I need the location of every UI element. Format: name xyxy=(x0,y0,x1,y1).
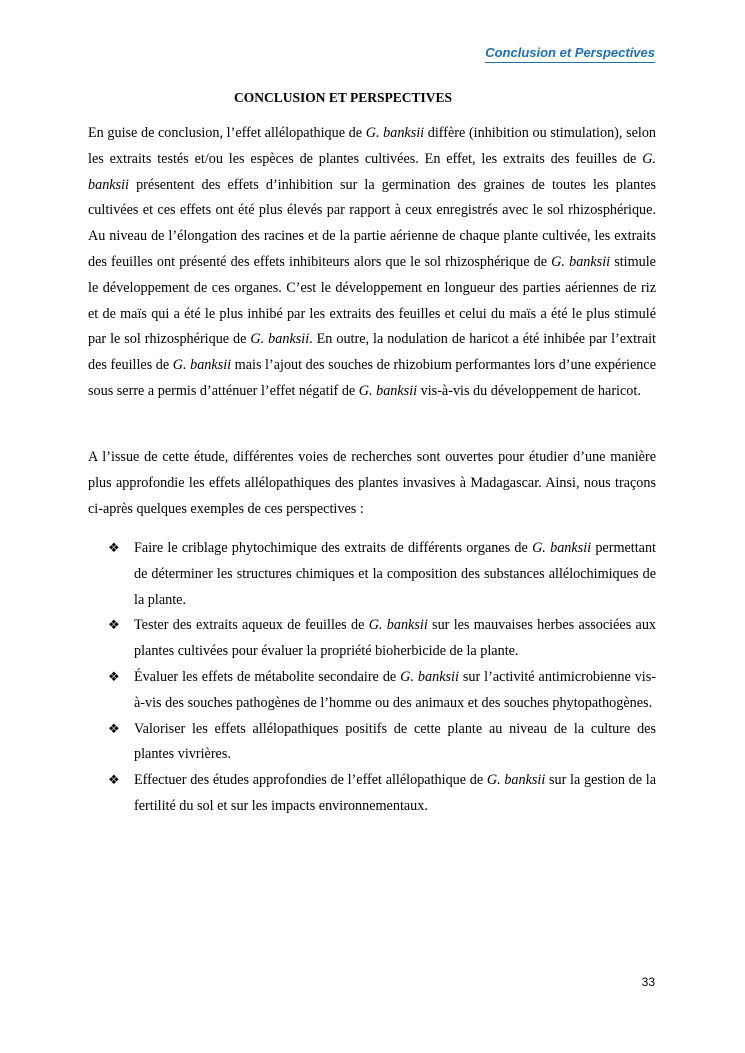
text-segment: diffère (inhibition ou stimulation), selon les extraits testés et/ou les espèces de plantes cultivées. En effet, les extraits des feuilles de xyxy=(88,125,657,167)
species-name: G. banksii xyxy=(486,772,546,789)
list-item xyxy=(108,717,656,769)
text-segment: Évaluer les effets de métabolite secondaire de xyxy=(134,668,401,685)
species-name: G. banksii xyxy=(551,253,611,270)
species-name: G. banksii xyxy=(250,331,310,348)
text-segment: sur la gestion de la fertilité du sol et sur les impacts environnementaux. xyxy=(134,772,656,814)
species-name: G. banksii xyxy=(368,617,428,634)
diamond-bullet-icon: ❖ xyxy=(108,618,120,634)
diamond-bullet-icon: ❖ xyxy=(108,541,120,556)
diamond-bullet-icon: ❖ xyxy=(108,721,120,737)
text-segment: En guise de conclusion, l’effet allélopathique de xyxy=(88,125,366,141)
list-item xyxy=(108,665,656,717)
diamond-bullet-icon: ❖ xyxy=(108,669,120,685)
species-name: G. banksii xyxy=(358,382,418,399)
text-segment: Effectuer des études approfondies de l’effet allélopathique de xyxy=(134,772,487,789)
species-name: G. banksii xyxy=(172,357,232,374)
text-segment: présentent des effets d’inhibition sur la germination des graines de toutes les plantes cultivées et ces effets ont été plus élevés par rapport à ceux enregistrés avec le sol rhizosphérique. Au niveau de l’élongation des racines et de la partie aérienne de chaque plante cultivée, les extraits des feuilles ont présenté des effets inhibiteurs alors que le sol rhizosphérique de xyxy=(88,176,656,270)
perspectives-intro-paragraph xyxy=(88,445,656,522)
section-title: CONCLUSION ET PERSPECTIVES xyxy=(233,90,453,105)
species-name: G. banksii xyxy=(88,150,656,193)
text-segment: sur les mauvaises herbes associées aux plantes cultivées pour évaluer la propriété bioherbicide de la plante. xyxy=(134,617,657,660)
species-name: G. banksii xyxy=(400,668,459,685)
text-segment: Faire le criblage phytochimique des extraits de différents organes de xyxy=(134,540,533,556)
text-segment: . En outre, la nodulation de haricot a été inhibée par l’extrait des feuilles de xyxy=(88,331,656,374)
running-header: Conclusion et Perspectives xyxy=(485,45,655,63)
text-segment: vis-à-vis du développement de haricot. xyxy=(417,382,641,399)
text-segment: sur l’activité antimicrobienne vis-à-vis des souches pathogènes de l’homme ou des animaux et des souches phytopathogènes. xyxy=(134,668,656,711)
text-segment: permettant de déterminer les structures chimiques et la composition des substances allélochimiques de la plante. xyxy=(134,540,657,608)
list-item xyxy=(108,768,656,820)
text-segment: mais l’ajout des souches de rhizobium performantes lors d’une expérience sous serre a permis d’atténuer l’effet négatif de xyxy=(88,357,656,399)
species-name: G. banksii xyxy=(365,125,425,141)
list-item xyxy=(108,613,656,665)
page-number: 33 xyxy=(641,975,655,989)
list-item xyxy=(108,536,656,613)
species-name: G. banksii xyxy=(532,540,592,556)
text-segment: A l’issue de cette étude, différentes voies de recherches sont ouvertes pour étudier d’une manière plus approfondie les effets allélopathiques des plantes invasives à Madagascar. Ainsi, nous traçons ci-après quelques exemples de ces perspectives : xyxy=(88,449,656,517)
text-segment: Valoriser les effets allélopathiques positifs de cette plante au niveau de la culture des plantes vivrières. xyxy=(134,720,656,763)
text-segment: stimule le développement de ces organes. C’est le développement en longueur des parties aériennes de riz et de maïs qui a été le plus inhibé par les extraits des feuilles et celui du maïs a été le plus stimulé par le sol rhizosphérique de xyxy=(88,253,656,348)
conclusion-paragraph xyxy=(88,121,656,405)
perspectives-list xyxy=(108,536,656,820)
text-segment: Tester des extraits aqueux de feuilles de xyxy=(134,617,369,634)
diamond-bullet-icon: ❖ xyxy=(108,773,120,789)
